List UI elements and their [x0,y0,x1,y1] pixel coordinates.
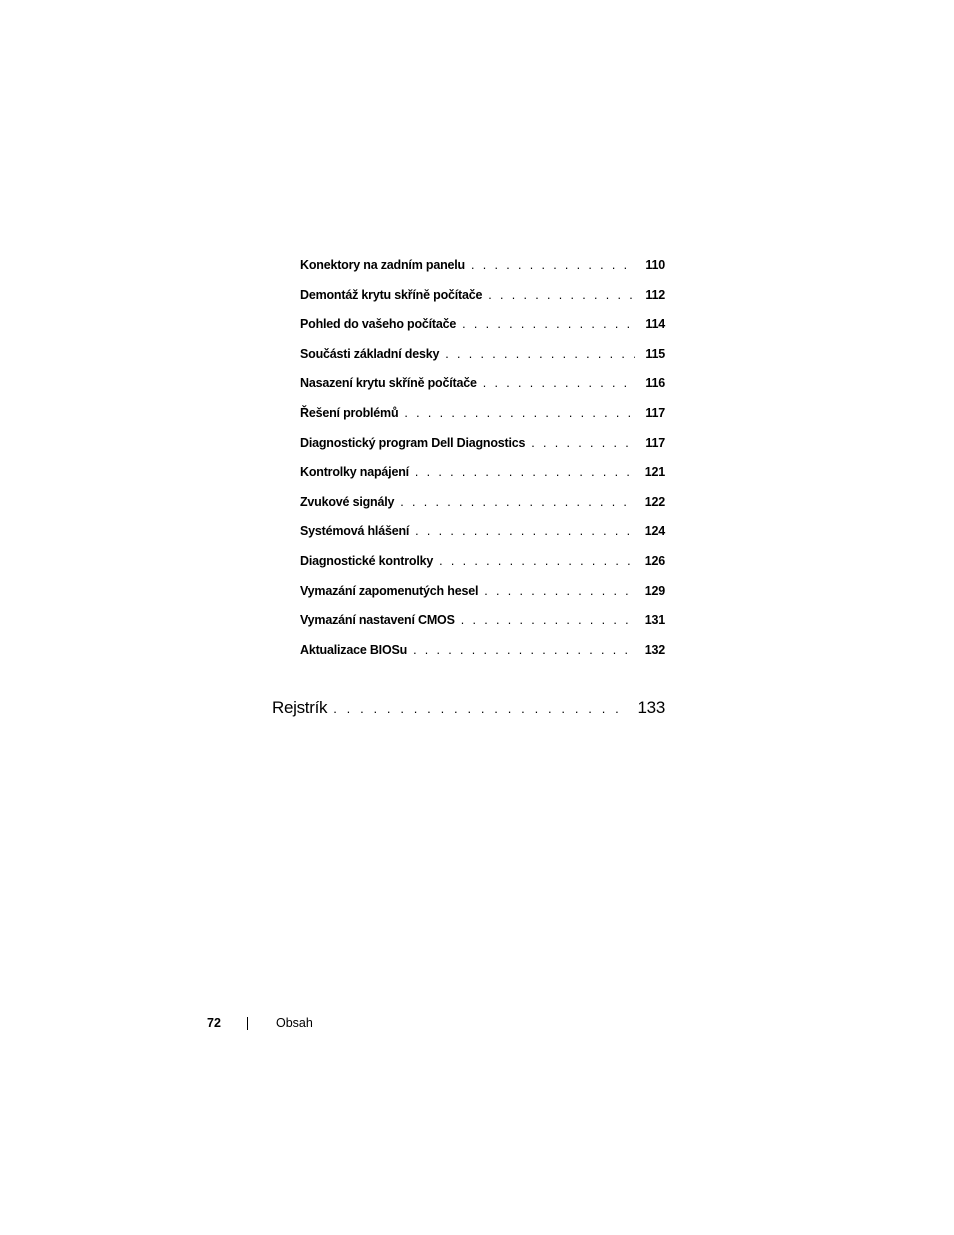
toc-entry-title: Zvukové signály [300,494,395,509]
toc-entry-title: Vymazání nastavení CMOS [300,613,455,628]
toc-entry[interactable] [300,436,665,466]
toc-entry-title: Systémová hlášení [300,524,410,539]
toc-entry-page: 112 [645,287,665,302]
toc-entry[interactable] [300,465,665,495]
toc-chapter-entry[interactable] [272,698,665,718]
dot-leader [471,258,635,272]
toc-entry[interactable] [300,584,665,614]
dot-leader [488,288,635,302]
dot-leader [483,376,635,390]
dot-leader [400,495,635,509]
dot-leader [413,643,635,657]
toc-entry[interactable] [300,613,665,643]
dot-leader [462,317,635,331]
table-of-contents [300,258,665,672]
toc-entry-title: Diagnostické kontrolky [300,553,434,568]
dot-leader [404,406,635,420]
toc-entry-page: 110 [645,258,665,272]
toc-entry-title: Vymazání zapomenutých hesel [300,583,479,598]
page-number: 72 [207,1016,221,1030]
toc-entry-page: 131 [644,613,665,628]
toc-entry-page: 117 [645,405,665,420]
dot-leader [415,524,635,538]
toc-entry[interactable] [300,347,665,377]
dot-leader [484,584,635,598]
toc-entry-title: Konektory na zadním panelu [300,258,465,272]
dot-leader [415,465,635,479]
toc-entry[interactable] [300,406,665,436]
toc-entry-page: 132 [644,642,665,657]
toc-entry-page: 115 [645,346,665,361]
dot-leader [461,613,635,627]
footer-separator [247,1017,248,1030]
toc-entry-page: 116 [645,376,665,391]
toc-chapter-title: Rejstrík [272,698,328,717]
toc-entry[interactable] [300,495,665,525]
dot-leader [531,436,635,450]
toc-entry-title: Řešení problémů [300,405,399,420]
toc-entry[interactable] [300,554,665,584]
toc-entry[interactable] [300,643,665,673]
toc-entry-title: Aktualizace BIOSu [300,642,408,657]
toc-entry-page: 121 [644,465,665,480]
page-footer [207,1016,313,1030]
toc-entry-page: 124 [644,524,665,539]
toc-entry-title: Nasazení krytu skříně počítače [300,376,477,391]
dot-leader [445,347,635,361]
toc-entry-page: 126 [644,553,665,568]
toc-chapter-page: 133 [637,698,665,717]
dot-leader [333,701,625,716]
toc-entry-title: Demontáž krytu skříně počítače [300,287,483,302]
toc-entry[interactable] [300,376,665,406]
toc-entry-title: Pohled do vašeho počítače [300,317,457,332]
toc-entry[interactable] [300,288,665,318]
toc-entry[interactable] [300,524,665,554]
toc-entry-page: 114 [645,317,665,332]
toc-entry-page: 117 [645,435,665,450]
toc-entry-page: 129 [644,583,665,598]
toc-entry-title: Kontrolky napájení [300,465,409,480]
toc-entry-page: 122 [644,494,665,509]
toc-entry[interactable] [300,317,665,347]
toc-entry-title: Diagnostický program Dell Diagnostics [300,435,526,450]
dot-leader [439,554,635,568]
toc-entry[interactable] [300,258,665,288]
section-name: Obsah [276,1016,313,1030]
toc-entry-title: Součásti základní desky [300,346,440,361]
